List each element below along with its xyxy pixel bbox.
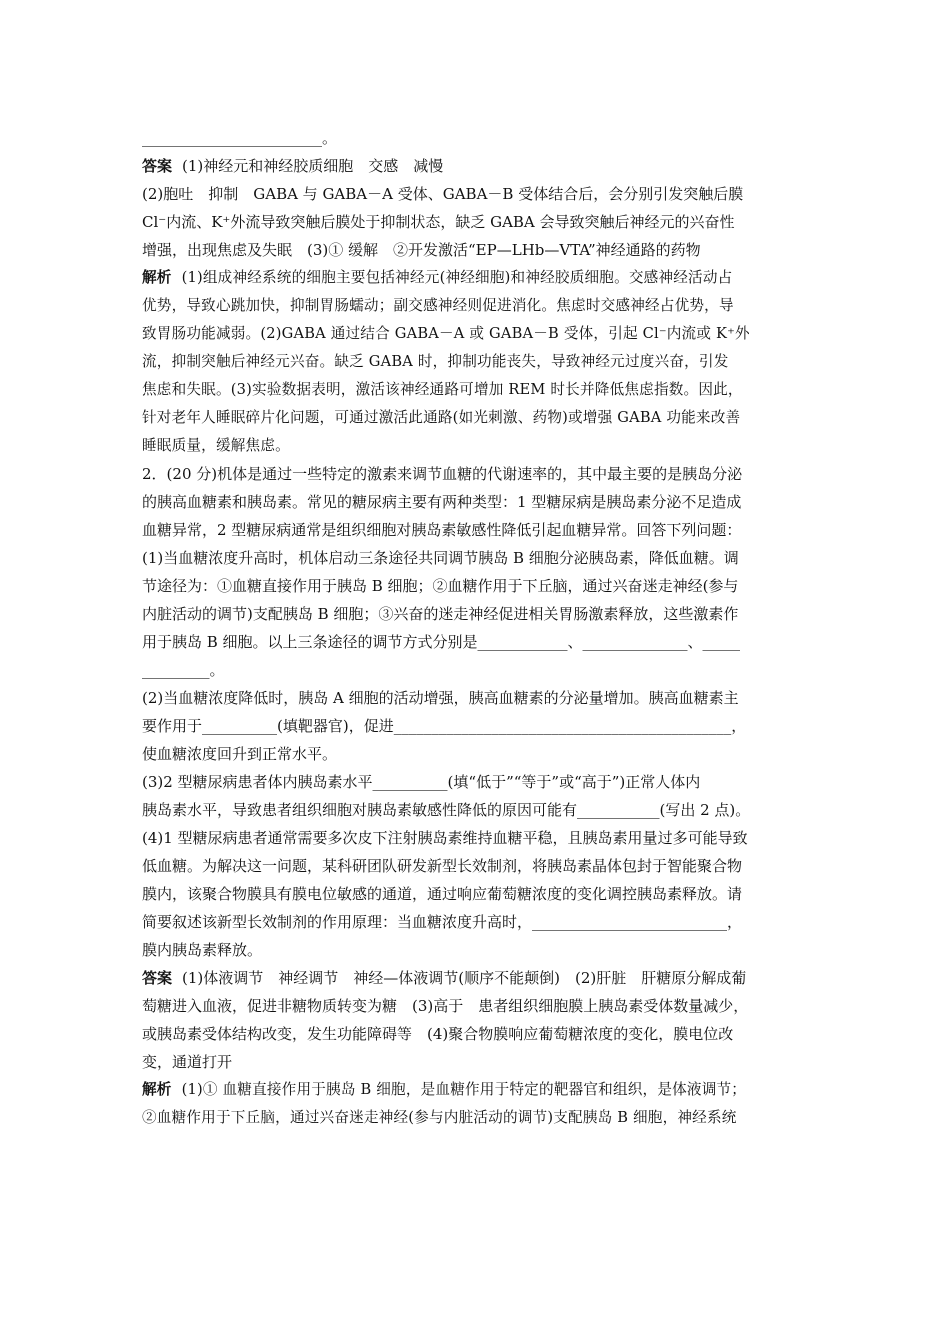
text-line — [142, 152, 814, 180]
text-line — [142, 292, 814, 320]
line-text: (3)2 型糖尿病患者体内胰岛素水平__________(填“低于”“等于”或“高于”)正常人体内 — [142, 773, 701, 791]
text-line — [142, 376, 814, 404]
line-text: 针对老年人睡眠碎片化问题，可通过激活此通路(如光刺激、药物)或增强 GABA 功能来改善 — [142, 409, 741, 426]
text-line — [142, 180, 814, 208]
answer-label: 答案 — [142, 969, 173, 987]
text-line — [142, 1048, 814, 1076]
text-line — [142, 600, 814, 628]
text-line — [142, 1020, 814, 1048]
line-text: 流，抑制突触后神经元兴奋。缺乏 GABA 时，抑制功能丧失，导致神经元过度兴奋，引发 — [142, 353, 729, 370]
line-text: 优势，导致心跳加快，抑制胃肠蠕动；副交感神经则促进消化。焦虑时交感神经占优势，导 — [142, 297, 734, 314]
text-line — [142, 908, 814, 936]
line-text: 简要叙述该新型长效制剂的作用原理：当血糖浓度升高时，__________________________， — [142, 913, 743, 931]
text-line — [142, 852, 814, 880]
line-text: 内脏活动的调节)支配胰岛 B 细胞；③兴奋的迷走神经促进相关胃肠激素释放，这些激素作 — [142, 605, 739, 623]
line-text: 低血糖。为解决这一问题，某科研团队研发新型长效制剂，将胰岛素晶体包封于智能聚合物 — [142, 857, 743, 875]
text-line — [142, 124, 814, 152]
line-text: 用于胰岛 B 细胞。以上三条途径的调节方式分别是____________、______________、_____ — [142, 633, 741, 651]
line-text: 的胰高血糖素和胰岛素。常见的糖尿病主要有两种类型：1 型糖尿病是胰岛素分泌不足造成 — [142, 493, 742, 511]
answer-label: 答案 — [142, 157, 173, 175]
line-text: 膜内，该聚合物膜具有膜电位敏感的通道，通过响应葡萄糖浓度的变化调控胰岛素释放。请 — [142, 885, 743, 903]
text-line — [142, 628, 814, 656]
analysis-label: 解析 — [142, 269, 172, 286]
analysis-label: 解析 — [142, 1081, 172, 1098]
line-text: ②血糖作用于下丘脑，通过兴奋迷走神经(参与内脏活动的调节)支配胰岛 B 细胞，神经系统 — [142, 1109, 737, 1126]
line-text: (1)神经元和神经胶质细胞 交感 减慢 — [182, 157, 444, 175]
text-line — [142, 516, 814, 544]
text-line — [142, 796, 814, 824]
text-line — [142, 712, 814, 740]
line-text: 变，通道打开 — [142, 1053, 233, 1071]
line-text: 增强，出现焦虑及失眠 (3)① 缓解 ②开发激活“EP—LHb—VTA”神经通路的药物 — [142, 241, 701, 259]
line-text: 致胃肠功能减弱。(2)GABA 通过结合 GABA－A 或 GABA－B 受体，引起 Cl⁻内流或 K⁺外 — [142, 325, 750, 342]
line-text: (1)体液调节 神经调节 神经—体液调节(顺序不能颠倒) (2)肝脏 肝糖原分解成葡 — [182, 969, 747, 987]
text-line — [142, 572, 814, 600]
text-line — [142, 208, 814, 236]
line-text: 或胰岛素受体结构改变，发生功能障碍等 (4)聚合物膜响应葡萄糖浓度的变化，膜电位改 — [142, 1025, 734, 1043]
text-line — [142, 768, 814, 796]
line-text: 睡眠质量，缓解焦虑。 — [142, 437, 290, 454]
line-text: 萄糖进入血液，促进非糖物质转变为糖 (3)高于 患者组织细胞膜上胰岛素受体数量减少， — [142, 997, 749, 1015]
text-line — [142, 684, 814, 712]
text-line — [142, 824, 814, 852]
line-text: 要作用于__________(填靶器官)，促进_____________________________________________， — [142, 717, 747, 735]
text-line — [142, 656, 814, 684]
line-text: _________。 — [142, 661, 225, 679]
line-text: ________________________。 — [142, 129, 338, 147]
text-line — [142, 1104, 814, 1132]
line-text: 膜内胰岛素释放。 — [142, 941, 263, 959]
line-text: (4)1 型糖尿病患者通常需要多次皮下注射胰岛素维持血糖平稳，且胰岛素用量过多可能导致 — [142, 829, 748, 847]
document-page — [142, 124, 814, 1132]
text-line — [142, 964, 814, 992]
text-line — [142, 236, 814, 264]
text-line — [142, 936, 814, 964]
text-line — [142, 740, 814, 768]
line-text: (1)当血糖浓度升高时，机体启动三条途径共同调节胰岛 B 细胞分泌胰岛素，降低血糖。调 — [142, 549, 739, 567]
line-text: 2．(20 分)机体是通过一些特定的激素来调节血糖的代谢速率的，其中最主要的是胰岛分泌 — [142, 465, 743, 483]
text-line — [142, 992, 814, 1020]
line-text: (1)① 血糖直接作用于胰岛 B 细胞，是血糖作用于特定的靶器官和组织，是体液调节； — [181, 1081, 747, 1098]
text-line — [142, 320, 814, 348]
text-line — [142, 544, 814, 572]
line-text: 焦虑和失眠。(3)实验数据表明，激活该神经通路可增加 REM 时长并降低焦虑指数。因此， — [142, 381, 743, 398]
line-text: 血糖异常，2 型糖尿病通常是组织细胞对胰岛素敏感性降低引起血糖异常。回答下列问题： — [142, 521, 742, 539]
line-text: (1)组成神经系统的细胞主要包括神经元(神经细胞)和神经胶质细胞。交感神经活动占 — [181, 269, 733, 286]
line-text: 胰岛素水平，导致患者组织细胞对胰岛素敏感性降低的原因可能有___________(写出 2 点)。 — [142, 801, 751, 819]
text-line — [142, 880, 814, 908]
text-line — [142, 264, 814, 292]
line-text: 使血糖浓度回升到正常水平。 — [142, 745, 338, 763]
line-text: Cl⁻内流、K⁺外流导致突触后膜处于抑制状态，缺乏 GABA 会导致突触后神经元的兴奋性 — [142, 213, 735, 231]
line-text: (2)胞吐 抑制 GABA 与 GABA－A 受体、GABA－B 受体结合后，会分别引发突触后膜 — [142, 185, 744, 203]
text-line — [142, 460, 814, 488]
text-line — [142, 348, 814, 376]
line-text: 节途径为：①血糖直接作用于胰岛 B 细胞；②血糖作用于下丘脑，通过兴奋迷走神经(参与 — [142, 577, 739, 595]
line-text: (2)当血糖浓度降低时，胰岛 A 细胞的活动增强，胰高血糖素的分泌量增加。胰高血糖素主 — [142, 689, 739, 707]
text-line — [142, 1076, 814, 1104]
text-line — [142, 404, 814, 432]
text-line — [142, 432, 814, 460]
text-line — [142, 488, 814, 516]
